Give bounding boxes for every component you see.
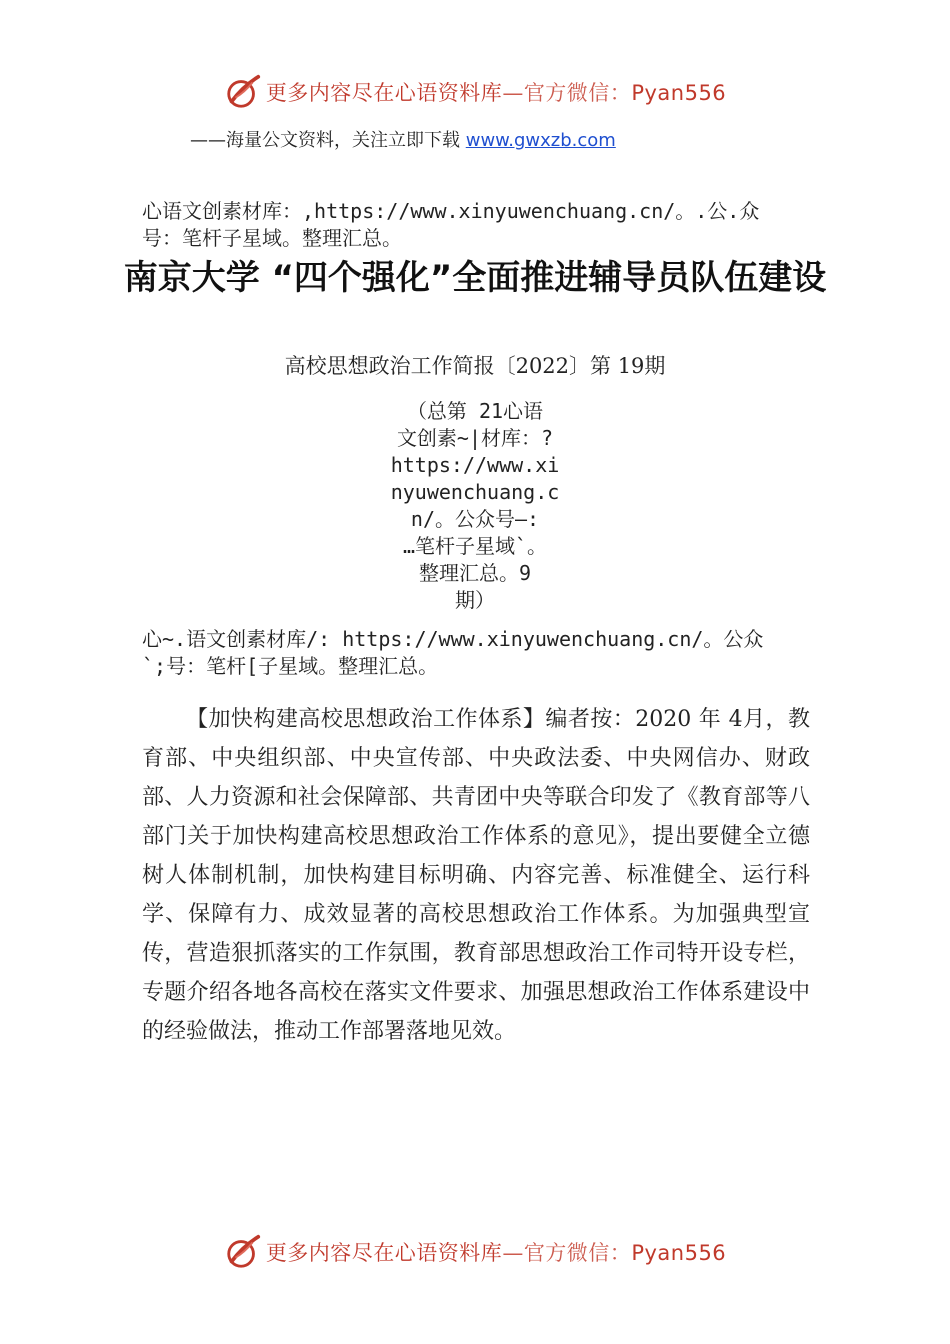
footer-banner-title: 更多内容尽在心语资料库 — [265, 1241, 503, 1265]
footer-wechat-label: 官方微信： — [523, 1241, 632, 1265]
brush-logo-icon — [224, 1233, 262, 1271]
issue-note — [330, 398, 620, 614]
banner-dash: — — [502, 81, 524, 105]
note-line: 文创素~|材库：? — [396, 426, 554, 450]
note-line: n/。公众号—: — [410, 507, 540, 531]
watermark-top: 心语文创素材库：,https://www.xinyuwenchuang.cn/。.公.众 号：笔杆子星域。整理汇总。 — [142, 199, 760, 250]
editor-note-paragraph: 【加快构建高校思想政治工作体系】编者按：2020 年 4月，教育部、中央组织部、中央宣传部、中央政法委、中央网信办、财政部、人力资源和社会保障部、共青团中央等联合印发了《教育部等八部门关于加快构建高校思想政治工作体系的意见》，提出要健全立德树人体制机制，加快构建目标明确、内容完善、标准健全、运行科学、保障有力、成效显著的高校思想政治工作体系。为加强典型宣传，营造狠抓落实的工作氛围，教育部思想政治工作司特开设专栏，专题介绍各地各高校在落实文件要求、加强思想政治工作体系建设中的经验做法，推动工作部署落地见效。 — [142, 707, 810, 1044]
note-line: https://www.xi — [390, 453, 560, 477]
note-line: nyuwenchuang.c — [390, 480, 560, 504]
footer-banner-dash: — — [502, 1241, 524, 1265]
note-line: 整理汇总。9 — [418, 561, 532, 585]
footer-wechat-id: Pyan556 — [631, 1241, 727, 1265]
subline-text: ——海量公文资料，关注立即下载 — [190, 130, 466, 151]
site-link[interactable]: www.gwxzb.com — [465, 130, 616, 151]
download-subline — [190, 126, 616, 152]
header-banner — [0, 72, 950, 112]
issue-line: 高校思想政治工作简报〔2022〕第 19期 — [284, 354, 666, 378]
banner-wechat-label: 官方微信： — [523, 81, 632, 105]
watermark-mid: 心~.语文创素材库/: https://www.xinyuwenchuang.cn/。公众 `;号：笔杆[子星域。整理汇总。 — [142, 627, 764, 678]
note-line: 期） — [455, 588, 495, 612]
banner-wechat-id: Pyan556 — [631, 81, 727, 105]
banner-title: 更多内容尽在心语资料库 — [265, 81, 503, 105]
brush-logo-icon — [224, 73, 262, 111]
note-line: …笔杆子星域`。 — [402, 534, 548, 558]
note-line: （总第 21心语 — [406, 399, 544, 423]
footer-banner — [0, 1232, 950, 1272]
page-title: 南京大学 “四个强化”全面推进辅导员队伍建设 — [123, 258, 827, 298]
